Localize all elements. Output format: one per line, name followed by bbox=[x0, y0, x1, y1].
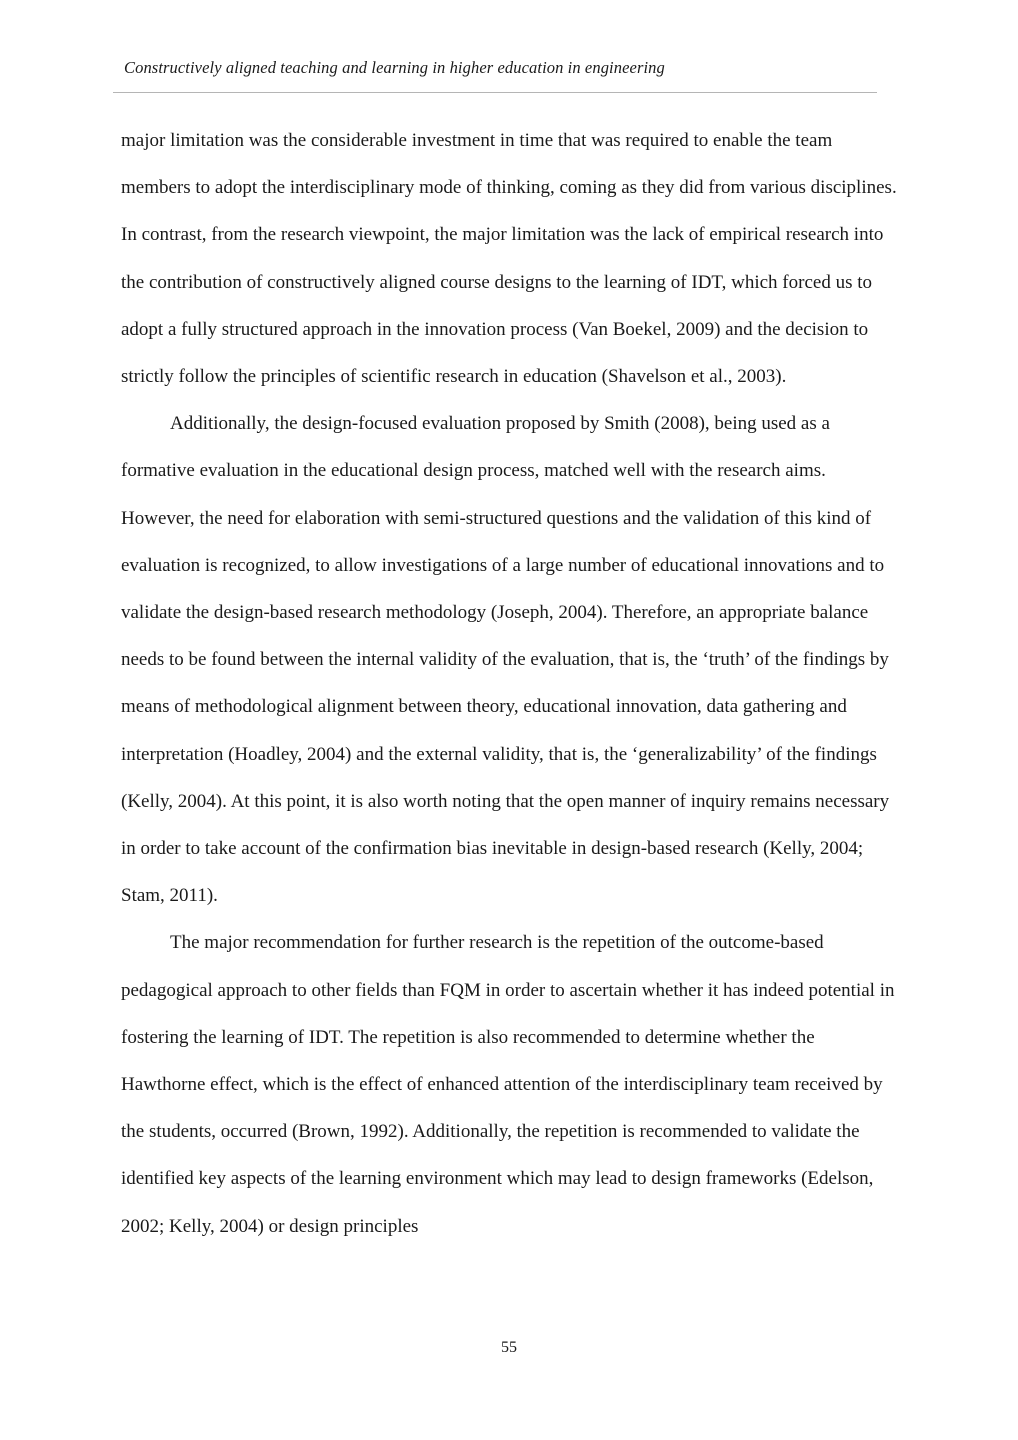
page-number: 55 bbox=[501, 1339, 517, 1356]
paragraph-3: The major recommendation for further research is the repetition of the outcome-based pedagogical approach to other fields than FQM in order to ascertain whether it has indeed potential in fostering the learning of IDT. The repetition is also recommended to determine whether the Hawthorne effect, which is the effect of enhanced attention of the interdisciplinary team received by the students, occurred (Brown, 1992). Additionally, the repetition is recommended to validate the identified key aspects of the learning environment which may lead to design frameworks (Edelson, 2002; Kelly, 2004) or design principles bbox=[121, 932, 895, 1237]
running-header-title: Constructively aligned teaching and learning in higher education in engineering bbox=[124, 58, 665, 77]
header-divider bbox=[113, 92, 877, 93]
paragraph-1: major limitation was the considerable investment in time that was required to enable the team members to adopt the interdisciplinary mode of thinking, coming as they did from various disciplines. In contrast, from the research viewpoint, the major limitation was the lack of empirical research into the contribution of constructively aligned course designs to the learning of IDT, which forced us to adopt a fully structured approach in the innovation process (Van Boekel, 2009) and the decision to strictly follow the principles of scientific research in education (Shavelson et al., 2003). bbox=[121, 130, 897, 388]
body-text bbox=[121, 117, 897, 1250]
paragraph-2: Additionally, the design-focused evaluation proposed by Smith (2008), being used as a formative evaluation in the educational design process, matched well with the research aims. However, the need for elaboration with semi-structured questions and the validation of this kind of evaluation is recognized, to allow investigations of a large number of educational innovations and to validate the design-based research methodology (Joseph, 2004). Therefore, an appropriate balance needs to be found between the internal validity of the evaluation, that is, the ‘truth’ of the findings by means of methodological alignment between theory, educational innovation, data gathering and interpretation (Hoadley, 2004) and the external validity, that is, the ‘generalizability’ of the findings (Kelly, 2004). At this point, it is also worth noting that the open manner of inquiry remains necessary in order to take account of the confirmation bias inevitable in design-based research (Kelly, 2004; Stam, 2011). bbox=[121, 413, 890, 907]
